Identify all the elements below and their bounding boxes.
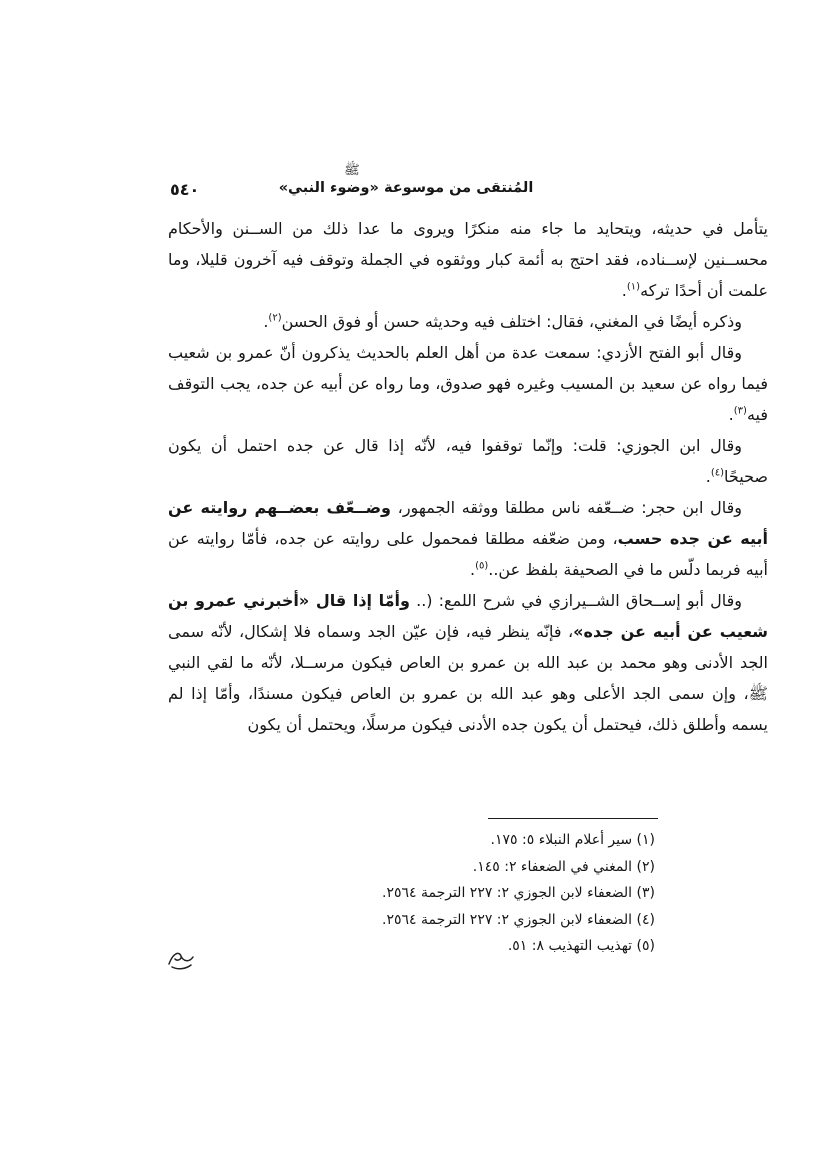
footnote-marker: (٢) [268, 312, 282, 324]
page-ornament [166, 948, 196, 972]
paragraph: وقال أبو إســحاق الشــيرازي في شرح اللمع: (.. وأمّا إذا قال «أخبرني عمرو بن شعيب عن أبيه عن جده»، فإنّه ينظر فيه، فإن عيّن الجد وسماه فلا إشكال، لأنّه سمى الجد الأدنى وهو محمد بن عبد الله بن عمرو بن العاص فيكون مرســلا، لأنّه ما لقي النبي ﷺ، وإن سمى الجد الأعلى وهو عبد الله بن عمرو بن العاص فيكون مسندًا، وأمّا إذا لم يسمه وأطلق ذلك، فيحتمل أن يكون جده الأدنى فيكون مرسلًا، ويحتمل أن يكون [168, 591, 768, 734]
body-text [168, 213, 768, 813]
footnotes-section [168, 818, 768, 960]
paragraph: يتأمل في حديثه، ويتحايد ما جاء منه منكرًا ويروى ما عدا ذلك من الســنن والأحكام محســنين لإســناده، فقد احتج به أئمة كبار ووثقوه في الجملة وتوقف فيه آخرون قليلا، وما علمت أن أحدًا تركه$^{(١)}$. [168, 219, 768, 300]
footnote-item: (٥) تهذيب التهذيب ٨: ٥١. [507, 938, 655, 954]
footnote-marker: (٣) [733, 405, 747, 417]
footnote-marker: (٥) [475, 560, 489, 572]
footnote-item: (٣) الضعفاء لابن الجوزي ٢: ٢٢٧ الترجمة ٢٥٦٤. [382, 885, 655, 901]
footnote-marker: (٤) [710, 467, 725, 479]
footnote-item: (٤) الضعفاء لابن الجوزي ٢: ٢٢٧ الترجمة ٢٥٦٤. [382, 911, 655, 928]
footnote-marker: (١) [626, 281, 641, 293]
header-title-wrap [276, 163, 536, 196]
book-title: المُنتقى من موسوعة «وضوء النبي» [278, 180, 534, 196]
page-number: ٥٤٠ [170, 180, 200, 199]
page-header [168, 163, 768, 212]
footnote-separator [488, 818, 658, 819]
footnote-item: (١) سير أعلام النبلاء ٥: ١٧٥. [490, 832, 655, 848]
footnote-list [168, 827, 655, 960]
paragraph: وقال أبو الفتح الأزدي: سمعت عدة من أهل العلم بالحديث يذكرون أنّ عمرو بن شعيب فيما رواه عن سعيد بن المسيب وغيره فهو صدوق، وما رواه عن أبيه عن جده، يجب التوقف فيه$^{(٣)}$. [168, 343, 768, 424]
paragraph: وذكره أيضًا في المغني، فقال: اختلف فيه وحديثه حسن أو فوق الحسن$^{(٢)}$. [263, 312, 742, 331]
paragraph: وقال ابن الجوزي: قلت: وإنّما توقفوا فيه، لأنّه إذا قال عن جده احتمل أن يكون صحيحًا$^{(٤)}$. [168, 436, 768, 486]
paragraph: وقال ابن حجر: ضــعّفه ناس مطلقا ووثقه الجمهور، وضــعّف بعضــهم روايته عن أبيه عن جده حسب، ومن ضعّفه مطلقا فمحمول على روايته عن جده، فأمّا روايته عن أبيه فربما دلّس ما في الصحيفة بلفظ عن..$^{(٥)}$. [168, 498, 768, 579]
prophet-honorific-icon: ﷺ [344, 163, 360, 178]
footnote-item: (٢) المغني في الضعفاء ٢: ١٤٥. [472, 858, 655, 875]
calligraphic-flourish-icon [166, 948, 196, 972]
